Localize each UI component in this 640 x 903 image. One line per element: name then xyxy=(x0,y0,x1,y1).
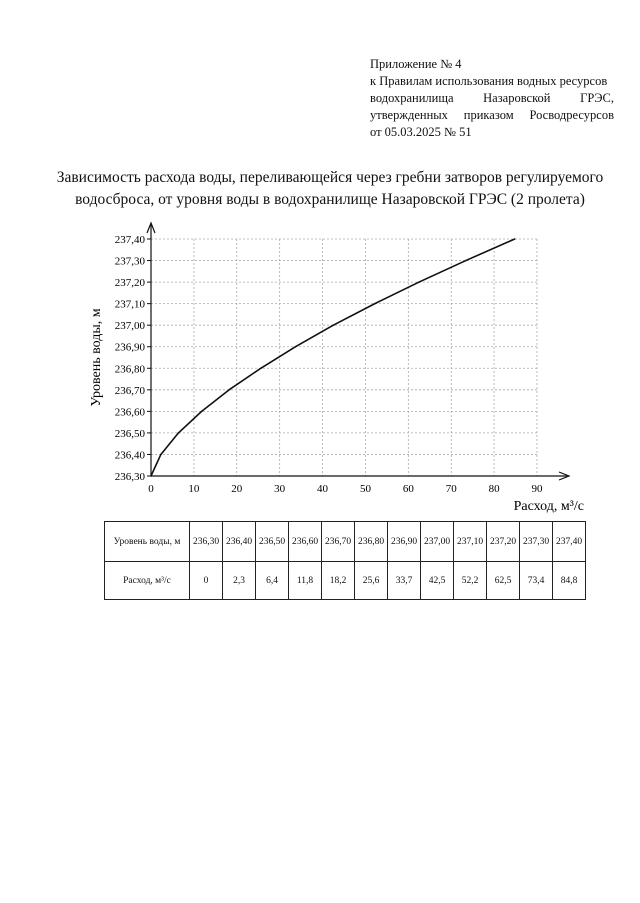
y-tick-label: 237,20 xyxy=(114,277,145,290)
y-tick-label: 236,50 xyxy=(114,427,145,440)
y-tick-label: 236,90 xyxy=(114,341,145,354)
title-line-2: водосброса, от уровня воды в водохранилище Назаровской ГРЭС (2 пролета) xyxy=(75,191,585,208)
y-tick-label: 236,30 xyxy=(114,471,145,483)
data-point xyxy=(295,346,297,348)
data-point xyxy=(201,411,203,413)
y-tick-label: 236,40 xyxy=(114,449,145,462)
table-cell-level: 236,70 xyxy=(322,522,355,562)
y-tick-label: 236,70 xyxy=(114,384,145,397)
table-cell-level: 237,10 xyxy=(454,522,487,562)
data-point xyxy=(514,238,516,240)
data-point xyxy=(332,324,334,326)
table-cell-level: 237,00 xyxy=(421,522,454,562)
y-tick-label: 236,80 xyxy=(114,363,145,376)
x-tick-label: 80 xyxy=(488,483,500,495)
table-cell-flow: 2,3 xyxy=(223,562,256,600)
data-point xyxy=(260,367,262,369)
table-cell-level: 237,20 xyxy=(487,522,520,562)
x-tick-label: 60 xyxy=(402,483,414,495)
appendix-reservoir-word3: ГРЭС, xyxy=(580,91,614,105)
y-tick-label: 236,60 xyxy=(114,406,145,419)
table-cell-level: 237,30 xyxy=(520,522,553,562)
appendix-approved-word2: приказом xyxy=(463,108,514,122)
table-cell-level: 236,60 xyxy=(289,522,322,562)
appendix-approved-word3: Росводресурсов xyxy=(529,108,614,122)
x-tick-label: 30 xyxy=(274,483,286,495)
y-tick-label: 237,10 xyxy=(114,298,145,311)
x-tick-label: 90 xyxy=(531,483,543,495)
table-cell-flow: 25,6 xyxy=(355,562,388,600)
x-tick-label: 0 xyxy=(148,483,154,495)
document-title xyxy=(40,167,620,211)
table-row-flows xyxy=(105,562,586,600)
flow-level-chart xyxy=(0,220,640,520)
appendix-date: от 05.03.2025 № 51 xyxy=(370,125,472,139)
table-cell-flow: 42,5 xyxy=(421,562,454,600)
table-cell-flow: 33,7 xyxy=(388,562,421,600)
appendix-number: Приложение № 4 xyxy=(370,57,462,71)
series-line xyxy=(151,239,515,476)
data-point xyxy=(160,454,162,456)
table-cell-flow: 18,2 xyxy=(322,562,355,600)
table-cell-level: 236,50 xyxy=(256,522,289,562)
appendix-approved xyxy=(370,107,614,124)
y-tick-label: 237,00 xyxy=(114,320,145,333)
data-point xyxy=(228,389,230,391)
table-cell-flow: 84,8 xyxy=(553,562,586,600)
appendix-header xyxy=(370,56,614,141)
table-cell-level: 237,40 xyxy=(553,522,586,562)
data-point xyxy=(418,281,420,283)
title-line-1: Зависимость расхода воды, переливающейся через гребни затворов регулируемого xyxy=(56,169,604,186)
x-tick-label: 20 xyxy=(231,483,243,495)
table-cell-flow: 6,4 xyxy=(256,562,289,600)
table-cell-level: 236,90 xyxy=(388,522,421,562)
appendix-reservoir xyxy=(370,90,614,107)
table-cell-flow: 73,4 xyxy=(520,562,553,600)
x-tick-label: 40 xyxy=(317,483,329,495)
table-header-flow: Расход, м³/с xyxy=(105,562,190,600)
table-cell-flow: 62,5 xyxy=(487,562,520,600)
data-point xyxy=(374,303,376,305)
table-cell-flow: 52,2 xyxy=(454,562,487,600)
data-point xyxy=(465,260,467,262)
table-cell-level: 236,80 xyxy=(355,522,388,562)
data-table xyxy=(104,521,586,600)
table-row-levels xyxy=(105,522,586,562)
y-tick-label: 237,30 xyxy=(114,255,145,268)
table-cell-level: 236,40 xyxy=(223,522,256,562)
table-cell-flow: 11,8 xyxy=(289,562,322,600)
data-point xyxy=(150,475,152,477)
x-axis-label: Расход, м³/с xyxy=(513,499,584,514)
y-axis-label: Уровень воды, м xyxy=(89,308,104,407)
table-header-level: Уровень воды, м xyxy=(105,522,190,562)
y-tick-label: 237,40 xyxy=(114,234,145,246)
x-tick-label: 10 xyxy=(188,483,200,495)
table-cell-flow: 0 xyxy=(190,562,223,600)
table-cell-level: 236,30 xyxy=(190,522,223,562)
appendix-rules: к Правилам использования водных ресурсов xyxy=(370,74,608,88)
data-point xyxy=(178,432,180,434)
x-tick-label: 50 xyxy=(359,483,371,495)
appendix-approved-word1: утвержденных xyxy=(370,108,448,122)
x-tick-label: 70 xyxy=(445,483,457,495)
appendix-reservoir-word1: водохранилища xyxy=(370,91,454,105)
appendix-reservoir-word2: Назаровской xyxy=(483,91,551,105)
